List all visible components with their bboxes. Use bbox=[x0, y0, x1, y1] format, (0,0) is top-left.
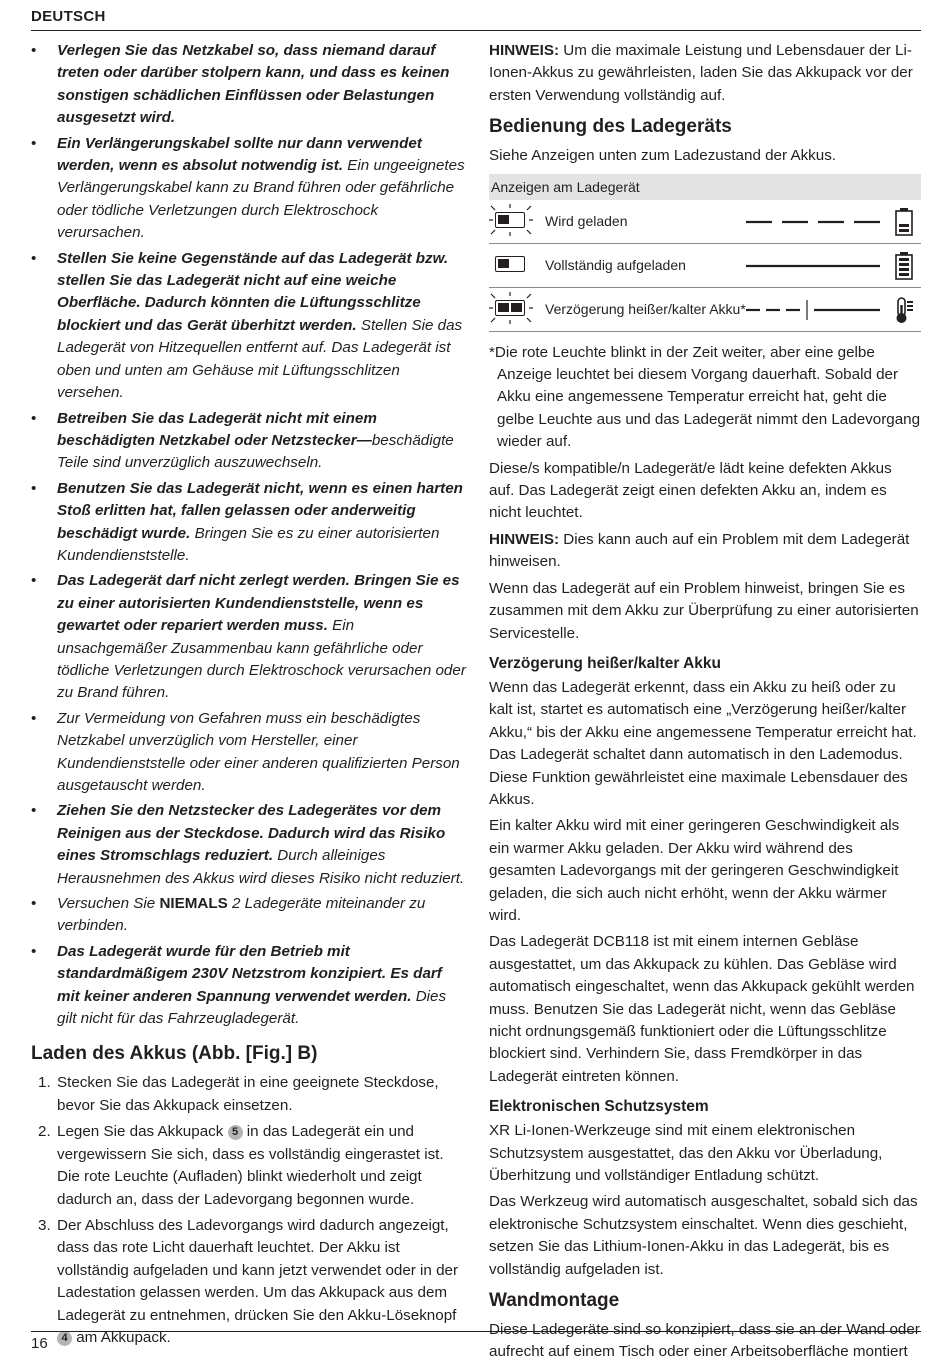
indicator-label: Vollständig aufgeladen bbox=[545, 256, 686, 273]
thermometer-battery-icon bbox=[893, 295, 915, 325]
language-label: DEUTSCH bbox=[31, 8, 106, 25]
safety-item: • Benutzen Sie das Ladegerät nicht, wenn es einen harten Stoß erlitten hat, fallen gelassen oder anderweitig beschädigt wurde. Bringen Sie es zu einer autorisierten Kundendienststelle. bbox=[31, 478, 466, 568]
indicator-row-charging bbox=[489, 200, 921, 244]
right-column bbox=[489, 40, 921, 1368]
page-header bbox=[31, 8, 921, 31]
indicator-row-delay bbox=[489, 288, 921, 332]
step-item: 2. Legen Sie das Akkupack 5 in das Ladegerät ein und vergewissern Sie sich, dass es vollständig eingerastet ist. Die rote Leuchte (Aufladen) blinkt wiederholt und zeigt dadurch an, dass der Ladevorgang begonnen wurde. bbox=[38, 1123, 444, 1208]
charging-heading: Laden des Akkus (Abb. [Fig.] B) bbox=[31, 1043, 318, 1065]
safety-item: • Verlegen Sie das Netzkabel so, dass niemand darauf treten oder darüber stolpern kann, und dass es keinen sonstigen schädlichen Einflüssen oder Belastungen ausgesetzt wird. bbox=[31, 40, 466, 130]
step-item: 3. Der Abschluss des Ladevorgangs wird dadurch angezeigt, dass das rote Licht dauerhaft leuchtet. Der Akku ist vollständig aufgeladen und kann jetzt verwendet oder in der Ladestation gelassen werden. Um das Akkupack aus dem Ladegerät zu entnehmen, drücken Sie den Akku-Löseknopf 4 am Akkupack. bbox=[38, 1216, 459, 1346]
protection-heading: Elektronischen Schutzsystem bbox=[489, 1098, 709, 1116]
led-indicator-icon bbox=[495, 212, 525, 228]
notice-paragraph: HINWEIS: Um die maximale Leistung und Lebensdauer der Li-Ionen-Akkus zu gewährleisten, laden Sie das Akkupack vor der ersten Verwendung vollständig auf. bbox=[489, 42, 913, 104]
indicator-label: Wird geladen bbox=[545, 212, 628, 229]
protection-paragraph: Das Werkzeug wird automatisch ausgeschaltet, sobald sich das elektronische Schutzsystem einschaltet. Wenn dies geschieht, setzen Sie das Lithium-Ionen-Akku in das Ladegerät, bis es vollständig aufgeladen ist. bbox=[489, 1193, 918, 1278]
safety-item: • Zur Vermeidung von Gefahren muss ein beschädigtes Netzkabel unverzüglich vom Hersteller, einer Kundendienststelle oder einer anderen qualifizierten Person ausgetauscht werden. bbox=[31, 708, 466, 798]
led-indicator-icon bbox=[495, 256, 525, 272]
wall-mount-heading: Wandmontage bbox=[489, 1290, 620, 1312]
battery-charging-icon bbox=[893, 207, 915, 237]
callout-badge: 4 bbox=[57, 1331, 72, 1346]
delay-paragraph: Wenn das Ladegerät erkennt, dass ein Akku zu heiß oder zu kalt ist, startet es automatisch eine „Verzögerung heißer/kalter Akku,“ bis der Akku eine angemessene Temperatur erreicht hat. Das Ladegerät schaltet dann automatisch in den Lademodus. Diese Funktion gewährleistet eine maximale Lebensdauer des Akkus. bbox=[489, 678, 917, 808]
dashed-solid-signal-icon bbox=[744, 288, 884, 331]
safety-item: • Ziehen Sie den Netzstecker des Ladegerätes vor dem Reinigen aus der Steckdose. Dadurch wird das Risiko eines Stromschlags reduziert. Durch alleiniges Herausnehmen des Akkus wird dieses Risiko nicht reduziert. bbox=[31, 800, 466, 890]
delay-paragraph: Ein kalter Akku wird mit einer geringeren Geschwindigkeit als ein warmer Akku geladen. Der Akku wird während des gesamten Ladevorgangs mit der geringeren Geschwindigkeit geladen, die sich auch nicht erhöht, wenn der Akku wärmer wird. bbox=[489, 817, 900, 924]
indicator-label: Verzögerung heißer/kalter Akku* bbox=[545, 300, 746, 317]
delay-paragraph: Das Ladegerät DCB118 ist mit einem internen Gebläse ausgestattet, um das Akkupack zu kühlen. Das Gebläse wird automatisch eingeschaltet, wenn das Akkupack gekühlt werden muss. Benutzen Sie das Ladegerät nicht, wenn das Gebläse nicht ordnungsgemäß funktioniert oder die Lüftungsschlitze blockiert sind. Verhindern Sie, dass Fremdkörper in das Ladegerät eintreten können. bbox=[489, 933, 915, 1085]
indicator-table bbox=[489, 174, 921, 332]
dashed-signal-icon bbox=[744, 200, 884, 243]
notice-paragraph: HINWEIS: Dies kann auch auf ein Problem mit dem Ladegerät hinweisen. bbox=[489, 530, 910, 571]
problem-paragraph: Wenn das Ladegerät auf ein Problem hinweist, bringen Sie es zusammen mit dem Akku zur Überprüfung zu einer autorisierten Servicestelle. bbox=[489, 579, 919, 642]
protection-paragraph: XR Li-Ionen-Werkzeuge sind mit einem elektronischen Schutzsystem ausgestattet, das den Akku vor Überladung, Überhitzung und vollständiger Entladung schützt. bbox=[489, 1122, 883, 1185]
delay-heading: Verzögerung heißer/kalter Akku bbox=[489, 654, 722, 672]
step-item: 1. Stecken Sie das Ladegerät in eine geeignete Steckdose, bevor Sie das Akkupack einsetzen. bbox=[38, 1074, 439, 1114]
safety-item: • Ein Verlängerungskabel sollte nur dann verwendet werden, wenn es absolut notwendig ist. Ein ungeeignetes Verlängerungskabel kann zu Brand führen oder gefährliche oder tödliche Verletzungen durch Elektroschock verursachen. bbox=[31, 133, 466, 245]
safety-item: • Versuchen Sie NIEMALS 2 Ladegeräte miteinander zu verbinden. bbox=[31, 893, 466, 938]
safety-item: • Betreiben Sie das Ladegerät nicht mit einem beschädigten Netzkabel oder Netzstecker—beschädigte Teile sind unverzüglich auszuwechseln. bbox=[31, 408, 466, 475]
led-indicator-icon bbox=[495, 300, 525, 316]
left-column bbox=[31, 40, 466, 1353]
safety-list bbox=[31, 40, 466, 1030]
callout-badge: 5 bbox=[228, 1125, 243, 1140]
safety-item: • Das Ladegerät wurde für den Betrieb mit standardmäßigem 230V Netzstrom konzipiert. Es darf mit keiner anderen Spannung verwendet werden. Dies gilt nicht für das Fahrzeugladegerät. bbox=[31, 941, 466, 1031]
page-number: 16 bbox=[31, 1335, 48, 1352]
battery-full-icon bbox=[893, 251, 915, 281]
solid-signal-icon bbox=[744, 244, 884, 287]
operation-heading: Bedienung des Ladegeräts bbox=[489, 116, 732, 138]
indicator-footnote: *Die rote Leuchte blinkt in der Zeit weiter, aber eine gelbe Anzeige leuchtet bei diesem Vorgang dauerhaft. Sobald der Akku eine angemessene Temperatur erreicht hat, geht die gelbe Leuchte aus und das Ladegerät nimmt den Ladevorgang wieder auf. bbox=[489, 343, 921, 451]
wall-mount-paragraph: Diese Ladegeräte sind so konzipiert, dass sie an der Wand oder aufrecht auf einem Tisch oder einer Arbeitsoberfläche montiert bbox=[489, 1321, 920, 1361]
operation-intro: Siehe Anzeigen unten zum Ladezustand der Akkus. bbox=[489, 147, 837, 165]
charging-steps bbox=[31, 1072, 466, 1349]
footer-divider bbox=[31, 1331, 921, 1332]
defect-paragraph: Diese/s kompatible/n Ladegerät/e lädt keine defekten Akkus auf. Das Ladegerät zeigt einen defekten Akku an, indem es nicht leuchtet. bbox=[489, 459, 892, 522]
indicator-table-title: Anzeigen am Ladegerät bbox=[489, 174, 921, 200]
safety-item: • Das Ladegerät darf nicht zerlegt werden. Bringen Sie es zu einer autorisierten Kundendienststelle, wenn es gewartet oder repariert werden muss. Ein unsachgemäßer Zusammenbau kann gefährliche oder tödliche Verletzungen durch Elektroschock verursachen oder zu Brand führen. bbox=[31, 570, 466, 704]
safety-item: • Stellen Sie keine Gegenstände auf das Ladegerät bzw. stellen Sie das Ladegerät nicht auf eine weiche Oberfläche. Dadurch könnten die Lüftungsschlitze blockiert und das Gerät überhitzt werden. Stellen Sie das Ladegerät von Hitzequellen entfernt auf. Das Ladegerät ist oben und unten am Gehäuse mit Lüftungsschlitzen versehen. bbox=[31, 248, 466, 405]
indicator-row-full bbox=[489, 244, 921, 288]
